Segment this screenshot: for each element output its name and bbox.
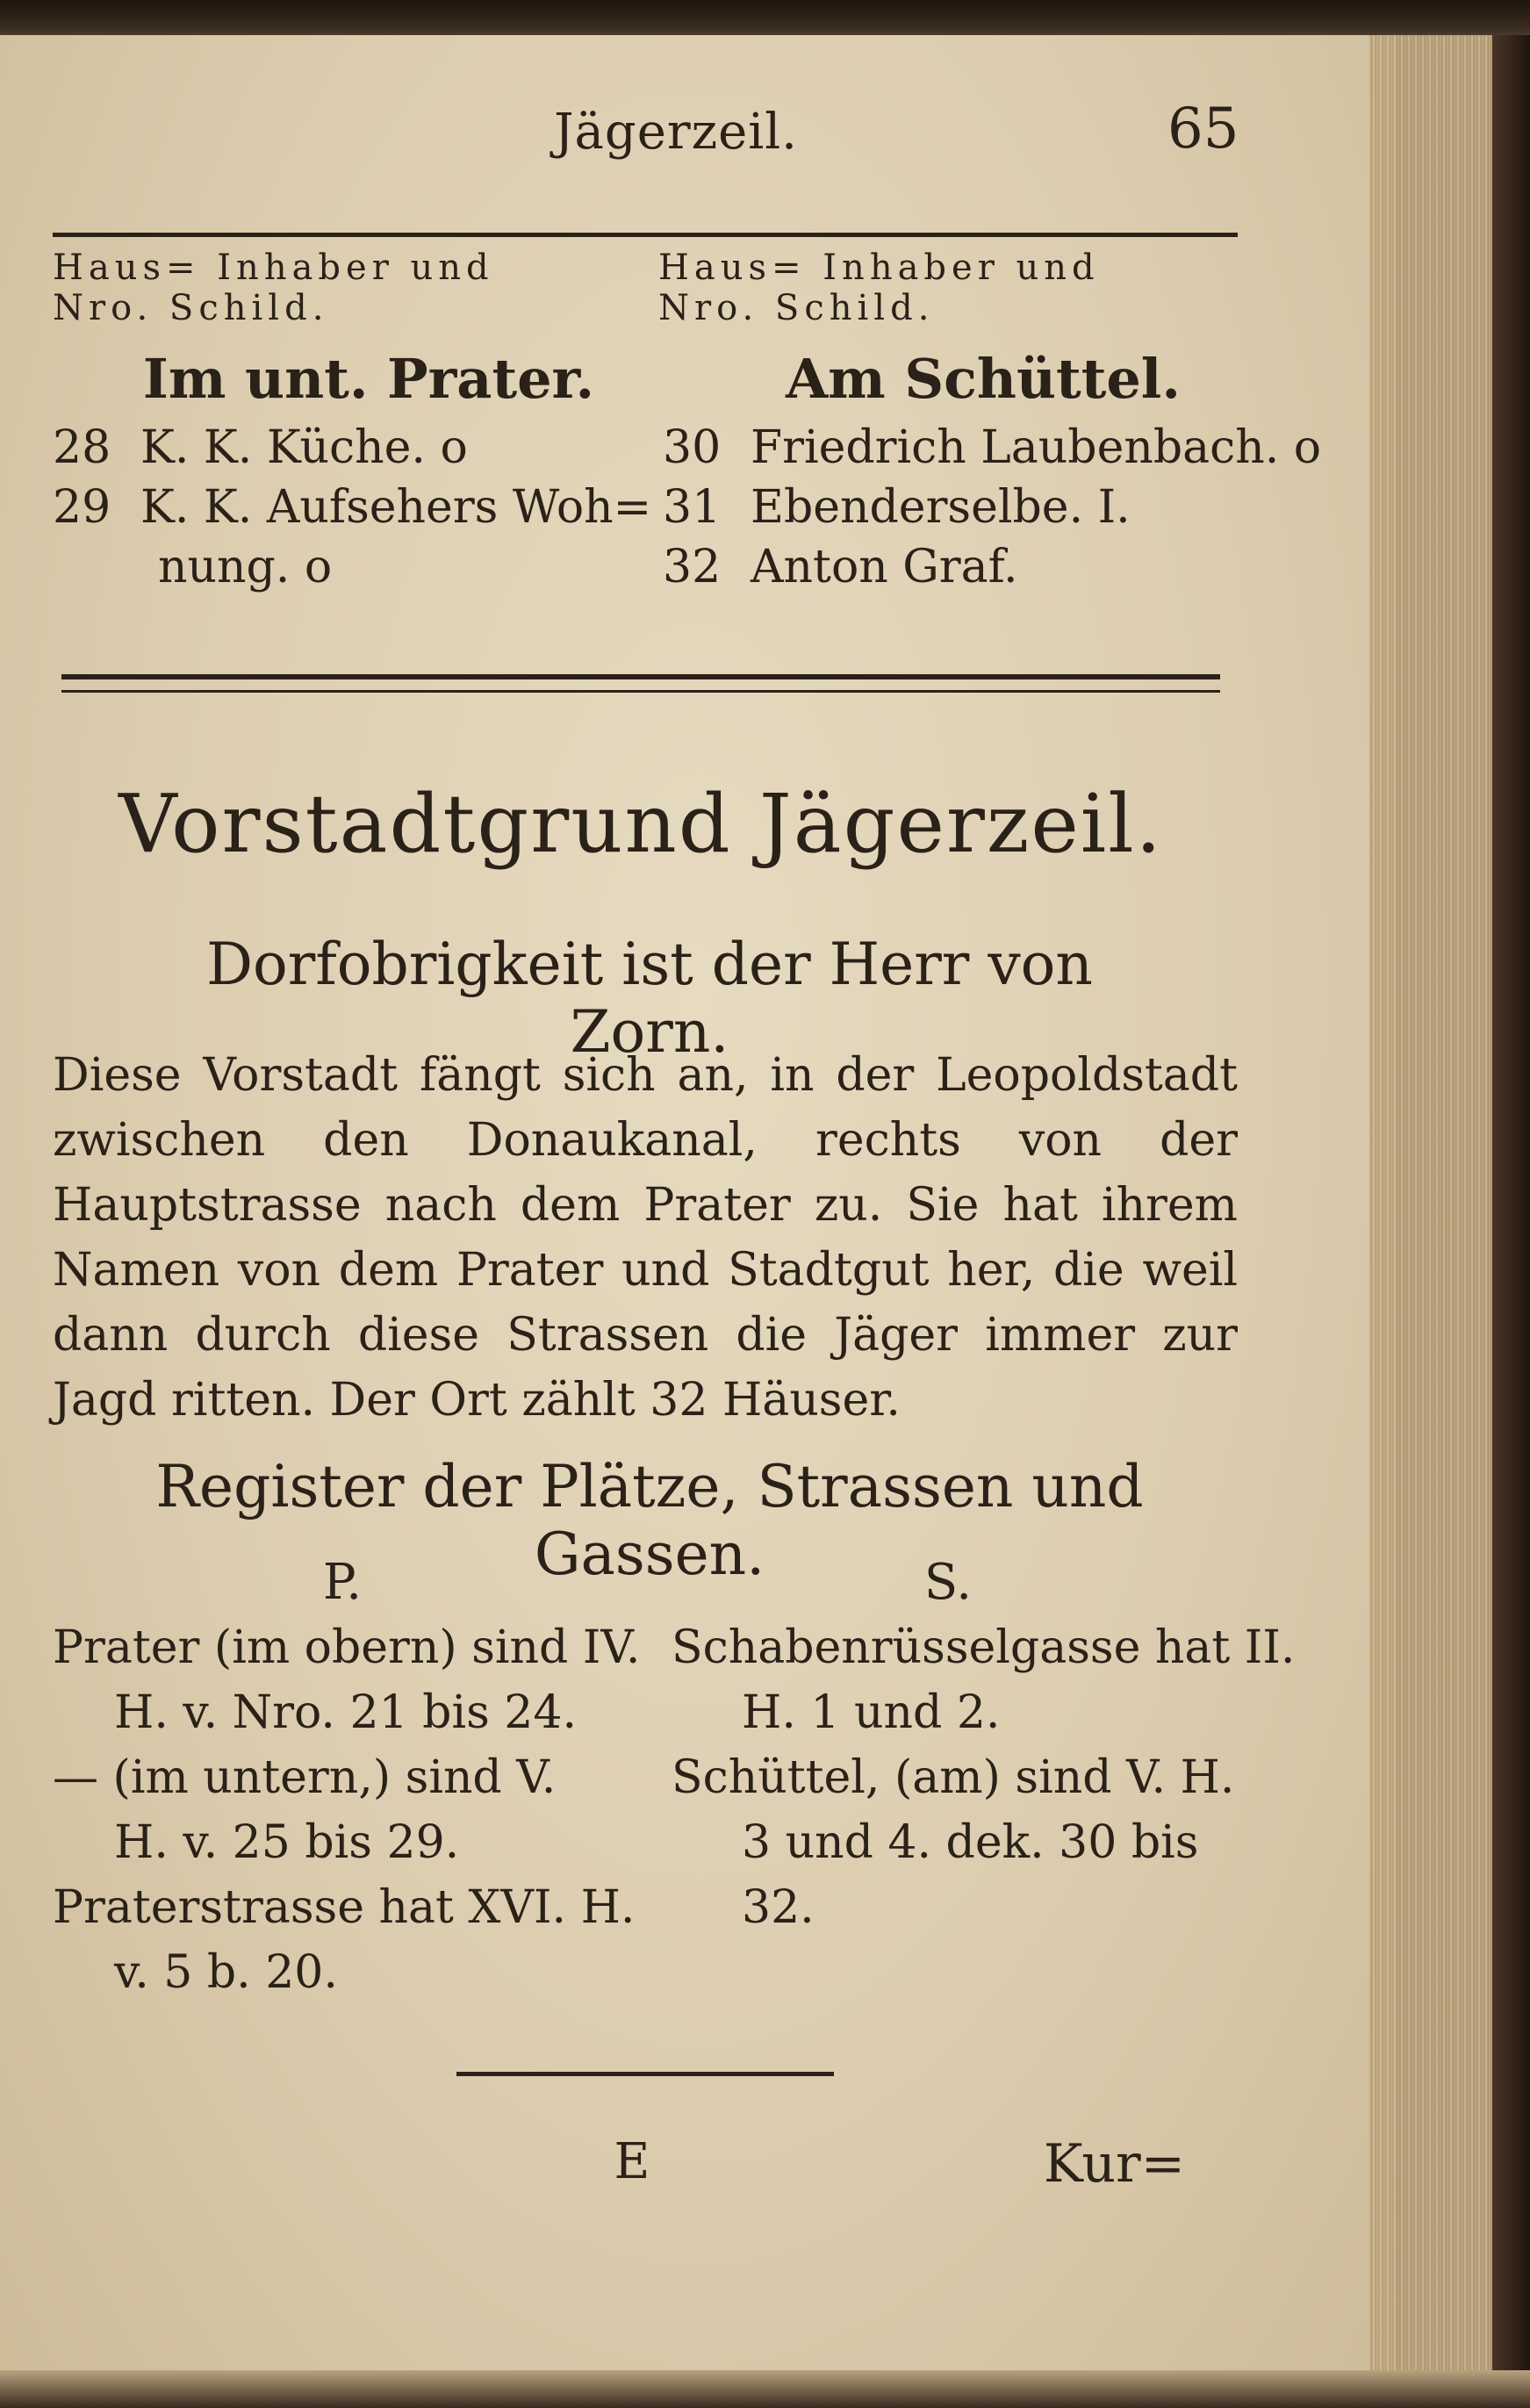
page-number: 65 — [1167, 97, 1239, 162]
owner-text: K. K. Küche. o — [140, 421, 468, 474]
list-item — [663, 539, 1018, 595]
house-number: 30 — [663, 421, 722, 474]
right-header-line1: Haus= Inhaber und — [658, 248, 1100, 288]
register-line: 32. — [742, 1881, 815, 1934]
left-header-line1: Haus= Inhaber und — [53, 248, 494, 288]
register-line: 3 und 4. dek. 30 bis — [742, 1816, 1199, 1869]
house-number: 31 — [663, 481, 722, 534]
header-rule — [53, 233, 1238, 237]
footer-rule — [456, 2072, 834, 2076]
catchword: Kur= — [1043, 2133, 1185, 2195]
signature-mark: E — [614, 2133, 650, 2190]
left-header-line2: Nro. Schild. — [53, 288, 329, 328]
register-line: Schüttel, (am) sind V. H. — [672, 1751, 1235, 1804]
right-section-heading: Am Schüttel. — [786, 347, 1181, 411]
register-right-column — [672, 1615, 1296, 1940]
left-section-heading: Im unt. Prater. — [142, 347, 595, 411]
list-item — [53, 420, 468, 476]
register-line: — (im untern,) sind V. — [53, 1751, 557, 1804]
register-line: v. 5 b. 20. — [114, 1946, 338, 1999]
right-column-header — [658, 248, 1238, 328]
owner-text: K. K. Aufsehers Woh= — [140, 481, 652, 534]
section-divider-thin — [61, 690, 1220, 693]
house-number: 29 — [53, 481, 111, 534]
register-letter-s: S. — [923, 1554, 973, 1611]
left-column-header — [53, 248, 623, 328]
page-stack-edge — [1369, 35, 1497, 2408]
house-number: 28 — [53, 421, 111, 474]
book-cover-edge — [1492, 35, 1530, 2408]
register-letter-p: P. — [322, 1554, 363, 1611]
register-line: H. 1 und 2. — [742, 1686, 1001, 1739]
book-bottom-edge — [0, 2370, 1530, 2408]
list-item — [663, 479, 1131, 536]
subtitle: Dorfobrigkeit ist der Herr von Zorn. — [206, 931, 1093, 1066]
section-divider-thick — [61, 674, 1220, 679]
list-item — [70, 539, 332, 595]
register-line: Schabenrüsselgasse hat II. — [672, 1621, 1296, 1674]
list-item — [663, 420, 1321, 476]
running-title: Jägerzeil. — [554, 104, 798, 161]
list-item — [53, 479, 651, 536]
register-title: Register der Plätze, Strassen und Gassen. — [155, 1453, 1144, 1588]
register-line: H. v. 25 bis 29. — [114, 1816, 460, 1869]
house-number: 32 — [663, 541, 722, 593]
right-header-line2: Nro. Schild. — [658, 288, 935, 328]
owner-text: nung. o — [158, 541, 333, 593]
owner-text: Anton Graf. — [751, 541, 1018, 593]
owner-text: Friedrich Laubenbach. o — [751, 421, 1322, 474]
register-line: Prater (im obern) sind IV. — [53, 1621, 641, 1674]
register-left-column — [53, 1615, 650, 2005]
register-line: H. v. Nro. 21 bis 24. — [114, 1686, 578, 1739]
body-paragraph: Diese Vorstadt fängt sich an, in der Leopoldstadt zwischen den Donaukanal, rechts von der Hauptstrasse nach dem Prater zu. Sie hat ihrem Namen von dem Prater und Stadtgut her, die weil dann durch diese Strassen die Jäger immer zur Jagd ritten. Der Ort zählt 32 Häuser. — [53, 1049, 1238, 1427]
main-title: Vorstadtgrund Jägerzeil. — [119, 777, 1163, 871]
owner-text: Ebenderselbe. I. — [751, 481, 1131, 534]
register-line: Praterstrasse hat XVI. H. — [53, 1881, 636, 1934]
